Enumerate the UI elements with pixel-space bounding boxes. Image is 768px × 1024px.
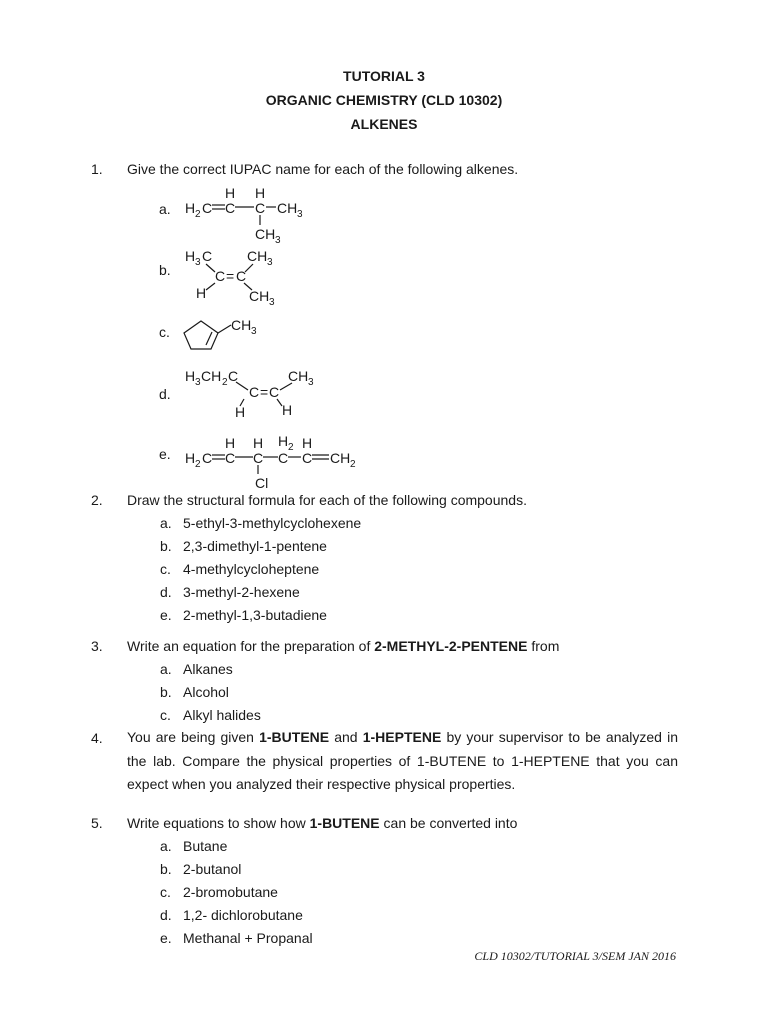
q5-label-e: e. (160, 930, 172, 946)
svg-text:H: H (255, 185, 266, 201)
svg-text:CH: CH (288, 368, 309, 384)
svg-text:2: 2 (350, 459, 356, 470)
structure-a (182, 185, 352, 246)
q1-label-c: c. (159, 324, 170, 340)
q5-label-a: a. (160, 838, 172, 854)
svg-text:2: 2 (222, 377, 228, 388)
topic-title: ALKENES (350, 116, 418, 132)
page-title: TUTORIAL 3 (343, 68, 425, 84)
svg-text:C: C (202, 200, 213, 216)
svg-text:H: H (185, 248, 196, 264)
q3-label-b: b. (160, 684, 172, 700)
q5-number: 5. (91, 815, 103, 831)
q2-item-e: 2-methyl-1,3-butadiene (183, 607, 327, 623)
q4-compound-1: 1-BUTENE (259, 729, 330, 745)
svg-text:CH: CH (277, 200, 298, 216)
svg-text:2: 2 (288, 442, 294, 453)
svg-text:C: C (202, 248, 213, 264)
q2-label-d: d. (160, 584, 172, 600)
q1-label-e: e. (159, 446, 171, 462)
svg-text:H: H (235, 404, 246, 420)
svg-text:C: C (253, 450, 264, 466)
q5-item-c: 2-bromobutane (183, 884, 278, 900)
svg-text:C: C (269, 384, 280, 400)
q3-label-c: c. (160, 707, 171, 723)
svg-text:2: 2 (195, 459, 201, 470)
q4-text: You are being given 1-BUTENE and 1-HEPTENE by your supervisor to be analyzed in the lab. Compare the physical properties of 1-BUTENE to 1-HEPTENE that you can expect when you analyzed their respective physical properties. (127, 729, 678, 792)
svg-text:CH: CH (201, 368, 222, 384)
svg-text:H: H (196, 285, 207, 301)
svg-text:CH: CH (249, 288, 270, 304)
q3-item-c: Alkyl halides (183, 707, 261, 723)
svg-text:C: C (302, 450, 313, 466)
svg-text:CH: CH (231, 317, 252, 333)
q5-compound: 1-BUTENE (309, 815, 380, 831)
q5-item-e: Methanal + Propanal (183, 930, 313, 946)
svg-text:3: 3 (308, 377, 314, 388)
svg-text:H: H (185, 200, 196, 216)
structure-b (182, 247, 322, 308)
svg-text:C: C (236, 268, 247, 284)
q2-label-e: e. (160, 607, 172, 623)
q5-label-d: d. (160, 907, 172, 923)
q5-label-b: b. (160, 861, 172, 877)
svg-text:C: C (202, 450, 213, 466)
q5-label-c: c. (160, 884, 171, 900)
svg-text:C: C (225, 200, 236, 216)
svg-text:C: C (249, 384, 260, 400)
q1-label-b: b. (159, 262, 171, 278)
q4-number: 4. (91, 730, 103, 746)
structure-e (182, 432, 382, 494)
q2-label-c: c. (160, 561, 171, 577)
svg-text:C: C (215, 268, 226, 284)
q1-text: Give the correct IUPAC name for each of the following alkenes. (127, 161, 519, 177)
svg-text:H: H (302, 435, 313, 451)
page-footer: CLD 10302/TUTORIAL 3/SEM JAN 2016 (474, 949, 676, 963)
q5-item-d: 1,2- dichlorobutane (183, 907, 303, 923)
q3-number: 3. (91, 638, 103, 654)
q2-text: Draw the structural formula for each of the following compounds. (127, 492, 527, 508)
svg-text:3: 3 (195, 257, 201, 268)
svg-text:H: H (282, 402, 293, 418)
q3-item-b: Alcohol (183, 684, 229, 700)
svg-text:H: H (253, 435, 264, 451)
svg-text:C: C (225, 450, 236, 466)
svg-text:H: H (185, 450, 196, 466)
structure-c (182, 312, 302, 352)
svg-text:CH: CH (255, 226, 276, 242)
course-title: ORGANIC CHEMISTRY (CLD 10302) (265, 92, 503, 108)
svg-text:C: C (228, 368, 239, 384)
svg-text:H: H (225, 185, 236, 201)
q5-item-b: 2-butanol (183, 861, 242, 877)
q4-compound-2: 1-HEPTENE (362, 729, 442, 745)
svg-text:H: H (278, 433, 289, 449)
svg-text:3: 3 (269, 297, 275, 308)
svg-text:CH: CH (330, 450, 351, 466)
q2-item-d: 3-methyl-2-hexene (183, 584, 300, 600)
q3-text: Write an equation for the preparation of 2-METHYL-2-PENTENE from (127, 638, 560, 654)
q2-label-a: a. (160, 515, 172, 531)
svg-text:3: 3 (275, 235, 281, 246)
q1-label-d: d. (159, 386, 171, 402)
svg-text:2: 2 (195, 209, 201, 220)
q3-label-a: a. (160, 661, 172, 677)
q2-number: 2. (91, 492, 103, 508)
svg-text:H: H (225, 435, 236, 451)
q2-item-c: 4-methylcycloheptene (183, 561, 320, 577)
q3-compound: 2-METHYL-2-PENTENE (374, 638, 528, 654)
q2-label-b: b. (160, 538, 172, 554)
q5-item-a: Butane (183, 838, 228, 854)
q3-item-a: Alkanes (183, 661, 233, 677)
svg-text:3: 3 (267, 257, 273, 268)
svg-text:=: = (226, 268, 235, 284)
svg-text:C: C (255, 200, 266, 216)
svg-text:CH: CH (247, 248, 268, 264)
svg-text:H: H (185, 368, 196, 384)
svg-text:3: 3 (195, 377, 201, 388)
structure-d (182, 365, 332, 425)
q1-label-a: a. (159, 201, 171, 217)
q2-item-b: 2,3-dimethyl-1-pentene (183, 538, 327, 554)
q5-text: Write equations to show how 1-BUTENE can be converted into (127, 815, 518, 831)
svg-text:C: C (278, 450, 289, 466)
q2-item-a: 5-ethyl-3-methylcyclohexene (183, 515, 362, 531)
svg-text:3: 3 (297, 209, 303, 220)
svg-text:Cl: Cl (255, 475, 269, 491)
svg-text:3: 3 (251, 326, 257, 337)
q1-number: 1. (91, 161, 103, 177)
svg-text:=: = (260, 384, 269, 400)
